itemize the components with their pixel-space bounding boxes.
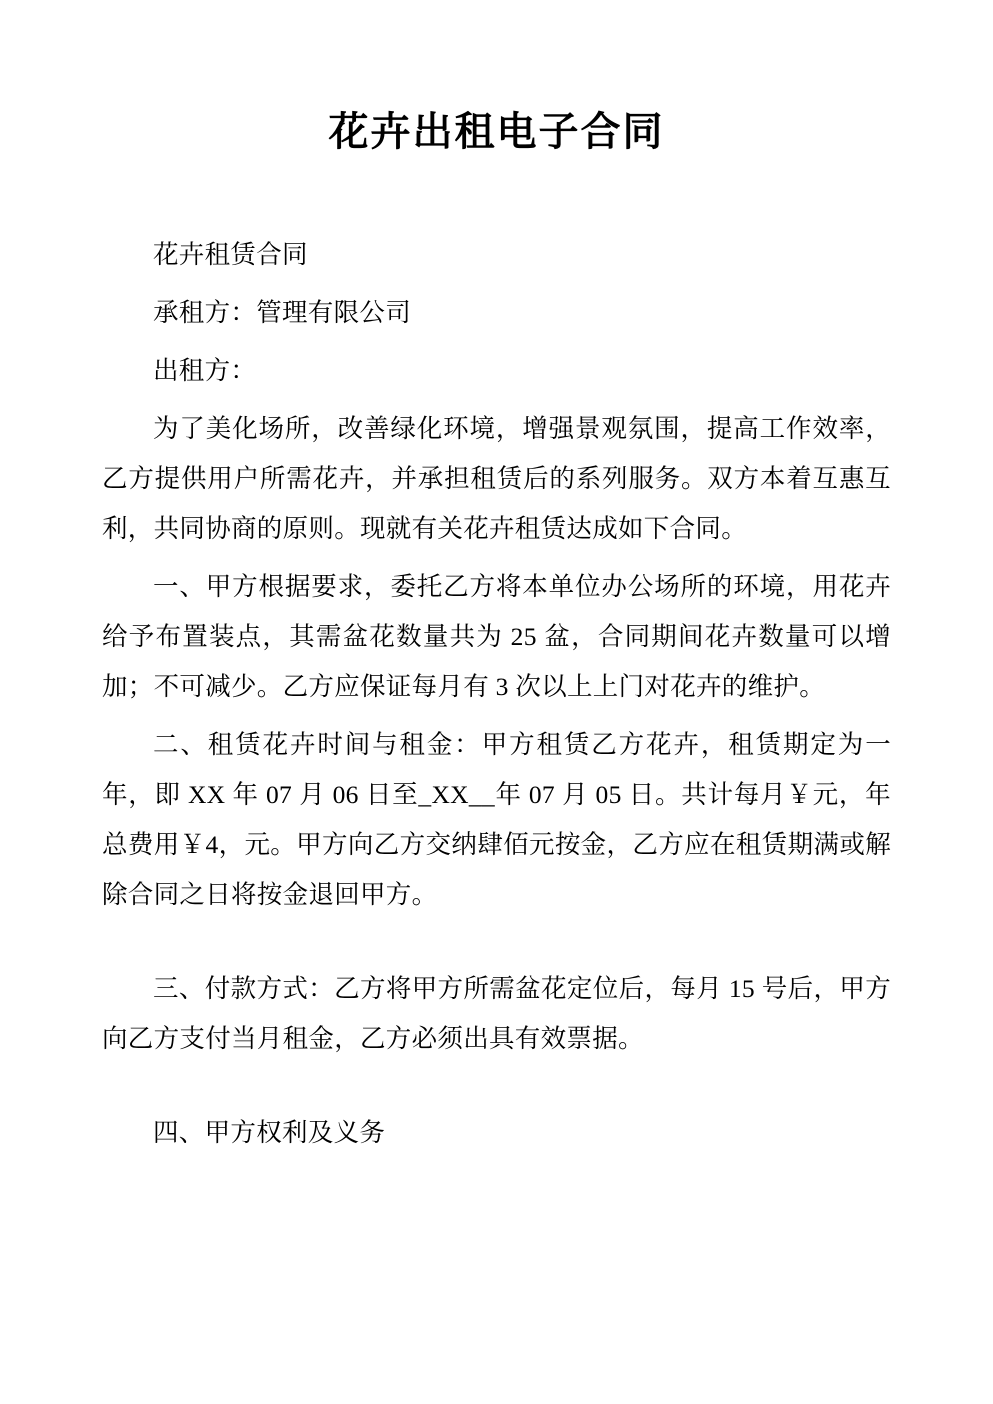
document-body [88,230,905,1158]
paragraph-lessor-line: 出租方： [153,356,257,385]
paragraph-preamble: 为了美化场所，改善绿化环境，增强景观氛围，提高工作效率，乙方提供用户所需花卉，并承担租赁后的系列服务。双方本着互惠互利，共同协商的原则。现就有关花卉租赁达成如下合同。 [102,414,891,543]
paragraph-clause-1: 一、甲方根据要求，委托乙方将本单位办公场所的环境，用花卉给予布置装点，其需盆花数量共为 25 盆，合同期间花卉数量可以增加；不可减少。乙方应保证每月有 3 次以上上门对花卉的维护。 [102,572,891,701]
page-title: 花卉出租电子合同 [328,109,665,155]
paragraph-clause-3: 三、付款方式：乙方将甲方所需盆花定位后，每月 15 号后，甲方向乙方支付当月租金，乙方必须出具有效票据。 [102,974,891,1053]
paragraph-clause-4: 四、甲方权利及义务 [153,1118,386,1147]
paragraph-clause-2: 二、租赁花卉时间与租金：甲方租赁乙方花卉，租赁期定为一年，即 XX 年 07 月 06 日至_XX__年 07 月 05 日。共计每月￥元，年总费用￥4，元。甲方向乙方交纳肆佰元按金，乙方应在租赁期满或解除合同之日将按金退回甲方。 [102,730,891,909]
paragraph-heading-line: 花卉租赁合同 [153,240,308,269]
paragraph-lessee-line: 承租方：管理有限公司 [153,298,412,327]
